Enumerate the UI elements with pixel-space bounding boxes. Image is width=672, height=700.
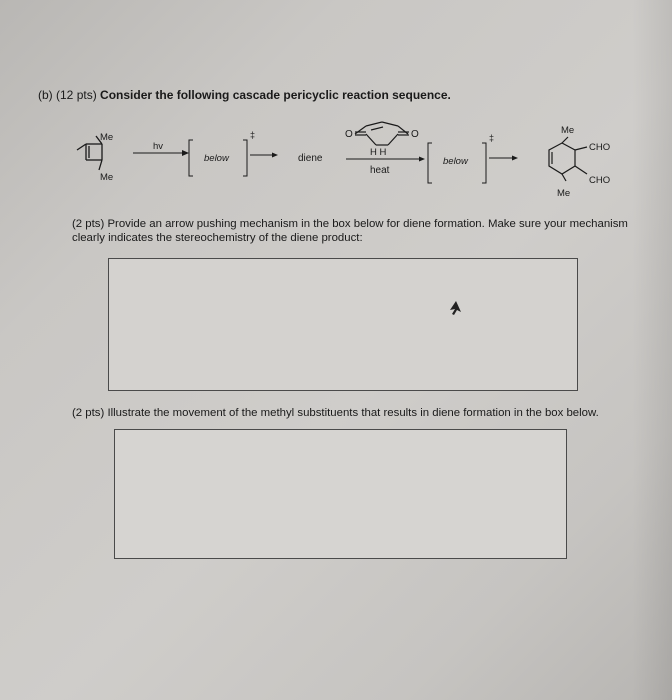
answer-box-1[interactable] (108, 258, 578, 391)
me-bottom-right: Me (557, 188, 571, 199)
ts2-dagger: ‡ (489, 133, 495, 143)
oxygen-left: O (345, 129, 353, 140)
cho-bottom: CHO (589, 175, 611, 186)
cho-top: CHO (589, 142, 611, 153)
me-top-left: Me (100, 132, 114, 143)
hv-label: hv (153, 141, 164, 152)
part1-prompt: (2 pts) Provide an arrow pushing mechanism in the box below for diene formation. Make sure your mechanism clearly indicates the stereochemistry of the diene product: (72, 218, 628, 244)
heat-arrowhead (419, 157, 425, 162)
me-top-right: Me (561, 125, 575, 136)
mouse-pointer-icon (448, 300, 462, 316)
dienophile-structure (355, 122, 409, 145)
ts1-below-label: below (204, 153, 229, 164)
heat-label: heat (370, 165, 390, 176)
hv-arrowhead (182, 150, 189, 156)
cyclobutene-structure (77, 136, 102, 170)
ts2-below-label: below (443, 156, 468, 167)
me-bottom-left: Me (100, 172, 114, 183)
answer-box-2[interactable] (114, 429, 567, 559)
question-points: (12 pts) (56, 88, 97, 102)
cyclohexene-product (549, 137, 587, 181)
hydrogen-labels: H H (370, 147, 387, 158)
part2-prompt: (2 pts) Illustrate the movement of the methyl substituents that results in diene formation in the box below. (72, 407, 599, 419)
question-text: Consider the following cascade pericyclic reaction sequence. (100, 88, 451, 102)
ts1-arrowhead (272, 153, 278, 158)
ts1-dagger: ‡ (250, 130, 256, 140)
diene-label: diene (298, 153, 323, 164)
ts2-arrowhead (512, 156, 518, 161)
oxygen-right: O (411, 129, 419, 140)
question-label: (b) (38, 88, 53, 102)
